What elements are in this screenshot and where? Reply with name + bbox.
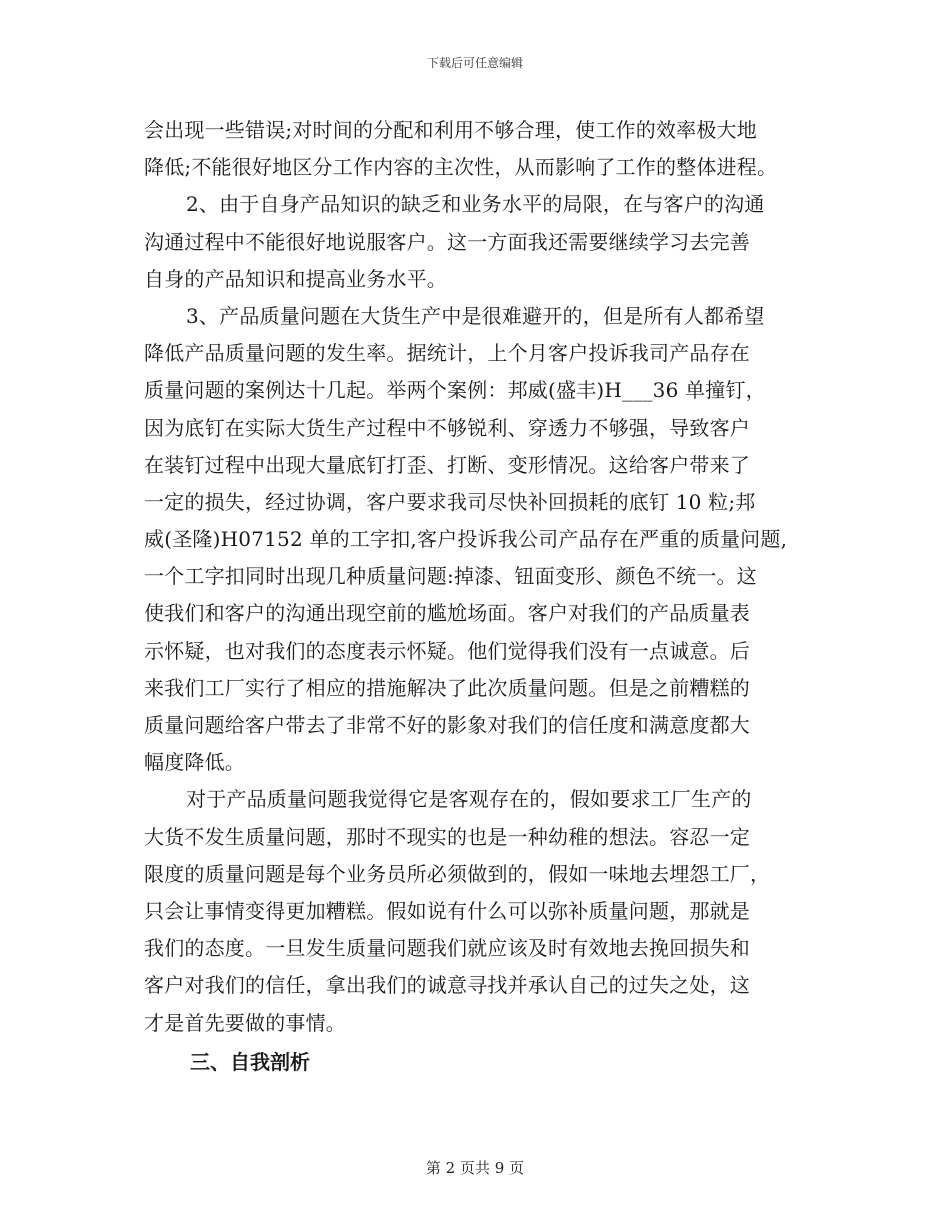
document-body — [144, 112, 834, 1081]
body-line-4: 沟通过程中不能很好地说服客户。这一方面我还需要继续学习去完善 — [144, 229, 750, 254]
body-line-25: 才是首先要做的事情。 — [144, 1010, 346, 1035]
body-line-6: 3、产品质量问题在大货生产中是很难避开的，但是所有人都希望 — [186, 303, 765, 328]
body-line-1: 会出现一些错误;对时间的分配和利用不够合理，使工作的效率极大地 — [144, 118, 757, 142]
body-line-11: 一定的损失，经过协调，客户要求我司尽快补回损耗的底钉 10 粒;邦 — [144, 489, 756, 514]
section-heading: 三、自我剖析 — [190, 1049, 310, 1074]
body-line-5: 自身的产品知识和提高业务水平。 — [144, 266, 447, 291]
page-header: 下载后可任意编辑 — [426, 56, 523, 70]
body-line-16: 来我们工厂实行了相应的措施解决了此次质量问题。但是之前糟糕的 — [144, 675, 750, 700]
body-line-13: 一个工字扣同时出现几种质量问题:掉漆、钮面变形、颜色不统一。这 — [144, 564, 757, 589]
body-line-19: 对于产品质量问题我觉得它是客观存在的，假如要求工厂生产的 — [186, 787, 752, 812]
body-line-20: 大货不发生质量问题，那时不现实的也是一种幼稚的想法。容忍一定 — [144, 824, 750, 849]
body-line-9: 因为底钉在实际大货生产过程中不够锐利、穿透力不够强，导致客户 — [144, 415, 750, 440]
body-line-24: 客户对我们的信任，拿出我们的诚意寻找并承认自己的过失之处，这 — [144, 973, 750, 998]
body-line-18: 幅度降低。 — [144, 750, 245, 775]
body-line-21: 限度的质量问题是每个业务员所必须做到的，假如一味地去埋怨工厂， — [144, 861, 771, 886]
body-line-23: 我们的态度。一旦发生质量问题我们就应该及时有效地去挽回损失和 — [144, 936, 750, 961]
body-line-15: 示怀疑，也对我们的态度表示怀疑。他们觉得我们没有一点诚意。后 — [144, 638, 750, 663]
body-line-14: 使我们和客户的沟通出现空前的尴尬场面。客户对我们的产品质量表 — [144, 601, 750, 626]
body-line-10: 在装钉过程中出现大量底钉打歪、打断、变形情况。这给客户带来了 — [144, 452, 750, 477]
body-line-7: 降低产品质量问题的发生率。据统计，上个月客户投诉我司产品存在 — [144, 341, 750, 366]
body-line-12: 威(圣隆)H07152 单的工字扣,客户投诉我公司产品存在严重的质量问题, — [144, 527, 788, 552]
body-line-3: 2、由于自身产品知识的缺乏和业务水平的局限，在与客户的沟通 — [186, 192, 765, 217]
body-line-17: 质量问题给客户带去了非常不好的影象对我们的信任度和满意度都大 — [144, 713, 750, 737]
body-line-8: 质量问题的案例达十几起。举两个案例：邦威(盛丰)H___36 单撞钉， — [144, 378, 766, 403]
body-line-22: 只会让事情变得更加糟糕。假如说有什么可以弥补质量问题，那就是 — [144, 898, 750, 923]
body-line-2: 降低;不能很好地区分工作内容的主次性，从而影响了工作的整体进程。 — [144, 155, 778, 180]
page-number: 第 2 页共 9 页 — [425, 1159, 525, 1177]
